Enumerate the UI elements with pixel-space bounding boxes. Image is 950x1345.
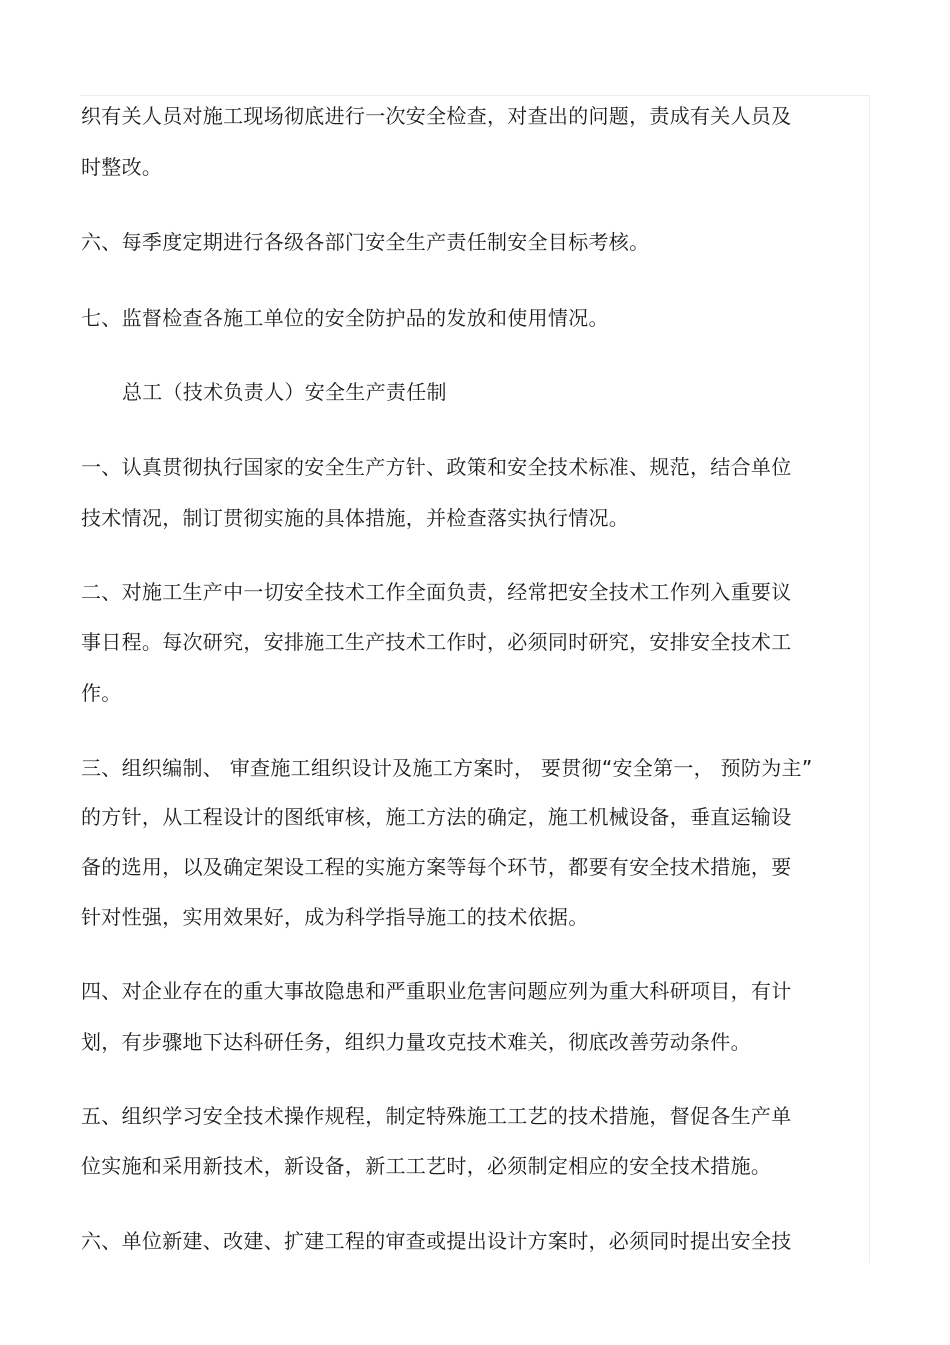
paragraph-line: 位实施和采用新技术，新设备，新工工艺时，必须制定相应的安全技术措施。 bbox=[81, 1154, 772, 1178]
paragraph-line: 五、组织学习安全技术操作规程，制定特殊施工工艺的技术措施，督促各生产单 bbox=[81, 1104, 792, 1128]
paragraph-line: 六、单位新建、改建、扩建工程的审查或提出设计方案时，必须同时提出安全技 bbox=[81, 1229, 792, 1253]
paragraph-line: 事日程。每次研究，安排施工生产技术工作时，必须同时研究，安排安全技术工 bbox=[81, 630, 792, 654]
paragraph-line: 划，有步骤地下达科研任务，组织力量攻克技术难关，彻底改善劳动条件。 bbox=[81, 1030, 751, 1054]
page-border-right bbox=[869, 95, 870, 1263]
paragraph-line: 作。 bbox=[81, 681, 122, 705]
paragraph-line: 针对性强，实用效果好，成为科学指导施工的技术依据。 bbox=[81, 905, 589, 929]
paragraph-line: 一、认真贯彻执行国家的安全生产方针、政策和安全技术标准、规范，结合单位 bbox=[81, 455, 792, 479]
paragraph-line: 的方针，从工程设计的图纸审核，施工方法的确定，施工机械设备，垂直运输设 bbox=[81, 805, 792, 829]
paragraph-line: 技术情况，制订贯彻实施的具体措施，并检查落实执行情况。 bbox=[81, 506, 630, 530]
paragraph-line: 三、组织编制、 审查施工组织设计及施工方案时， 要贯彻“安全第一， 预防为主” bbox=[81, 756, 813, 780]
paragraph-line: 二、对施工生产中一切安全技术工作全面负责，经常把安全技术工作列入重要议 bbox=[81, 580, 792, 604]
section-heading: 总工（技术负责人）安全生产责任制 bbox=[122, 380, 447, 404]
paragraph-line: 时整改。 bbox=[81, 155, 163, 179]
paragraph-line: 六、每季度定期进行各级各部门安全生产责任制安全目标考核。 bbox=[81, 230, 650, 254]
paragraph-line: 备的选用，以及确定架设工程的实施方案等每个环节，都要有安全技术措施，要 bbox=[81, 855, 792, 879]
paragraph-line: 织有关人员对施工现场彻底进行一次安全检查，对查出的问题，责成有关人员及 bbox=[81, 104, 792, 128]
paragraph-line: 七、监督检查各施工单位的安全防护品的发放和使用情况。 bbox=[81, 306, 609, 330]
paragraph-line: 四、对企业存在的重大事故隐患和严重职业危害问题应列为重大科研项目，有计 bbox=[81, 979, 792, 1003]
page-border-top bbox=[80, 95, 870, 96]
